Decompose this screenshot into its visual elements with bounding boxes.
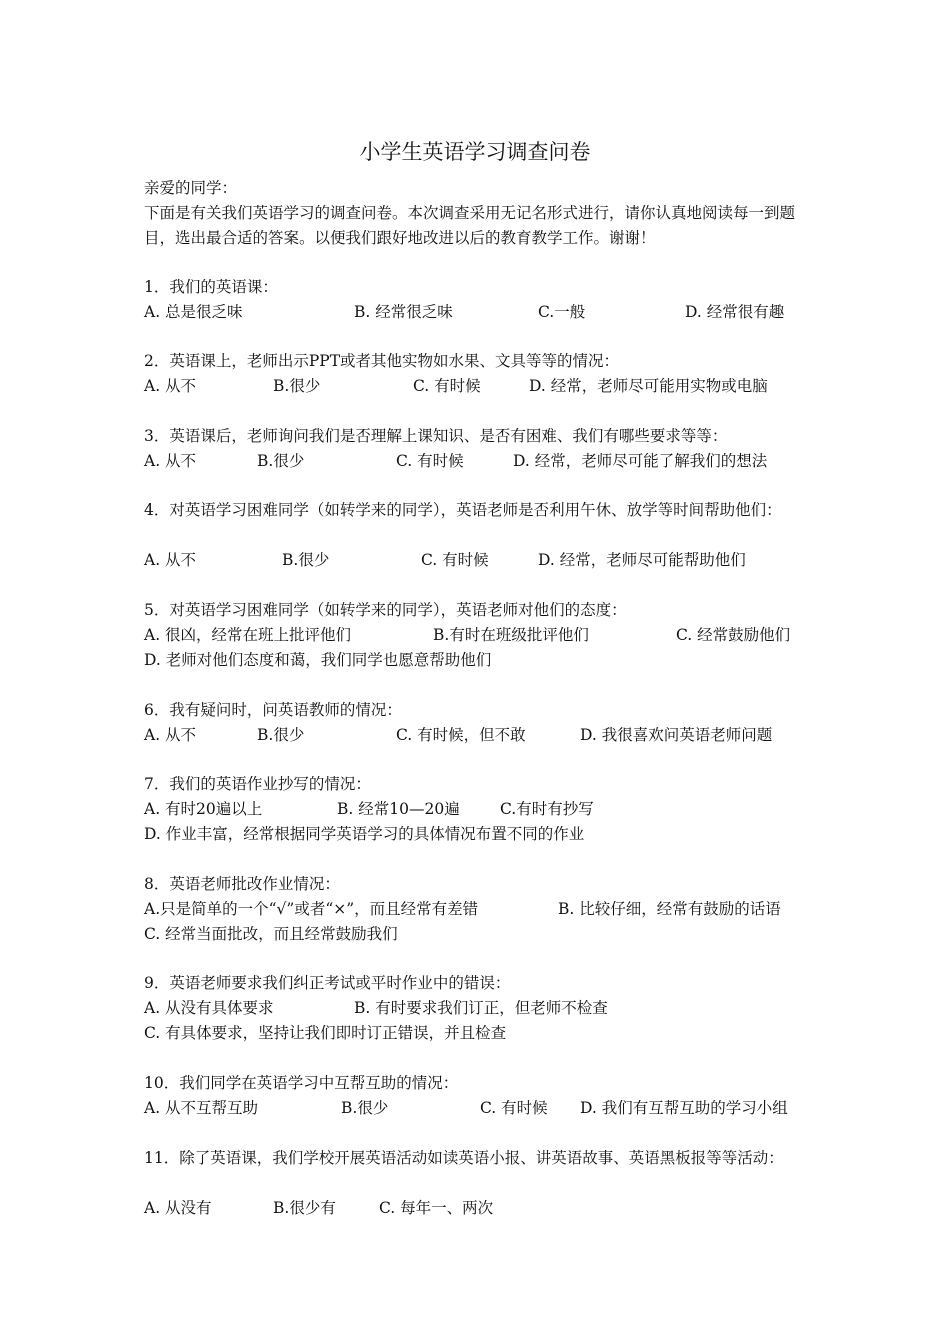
question-2-option-d: D. 经常，老师尽可能用实物或电脑 <box>529 377 768 395</box>
question-4-option-d: D. 经常，老师尽可能帮助他们 <box>538 551 746 569</box>
question-4-option-c: C. 有时候 <box>421 551 489 569</box>
question-2: 2．英语课上，老师出示PPT或者其他实物如水果、文具等等的情况： <box>144 352 620 370</box>
document-title: 小学生英语学习调查问卷 <box>359 140 591 164</box>
question-9-option-a: A. 从没有具体要求 <box>144 999 274 1017</box>
question-4-option-a: A. 从不 <box>144 551 197 569</box>
question-3-option-d: D. 经常，老师尽可能了解我们的想法 <box>513 452 768 470</box>
question-10-option-b: B.很少 <box>341 1099 389 1117</box>
question-8-option-c: C. 经常当面批改，而且经常鼓励我们 <box>144 925 398 943</box>
question-5-option-a: A. 很凶，经常在班上批评他们 <box>144 626 352 644</box>
question-6-option-d: D. 我很喜欢问英语老师问题 <box>580 726 773 744</box>
question-1-option-b: B. 经常很乏味 <box>354 303 453 321</box>
question-11-option-b: B.很少有 <box>273 1199 336 1217</box>
question-2-option-b: B.很少 <box>273 377 321 395</box>
question-8-option-b: B. 比较仔细，经常有鼓励的话语 <box>558 900 781 918</box>
question-3-option-b: B.很少 <box>257 452 305 470</box>
question-2-option-a: A. 从不 <box>144 377 197 395</box>
intro-paragraph: 下面是有关我们英语学习的调查问卷。本次调查采用无记名形式进行，请你认真地阅读每一到题目，选出最合适的答案。以便我们跟好地改进以后的教育教学工作。谢谢！ <box>144 204 796 247</box>
question-7-option-b: B. 经常10—20遍 <box>337 800 460 818</box>
question-6-option-c: C. 有时候，但不敢 <box>396 726 526 744</box>
question-4: 4．对英语学习困难同学（如转学来的同学），英语老师是否利用午休、放学等时间帮助他们： <box>144 501 782 519</box>
question-9-option-b: B. 有时要求我们订正，但老师不检查 <box>354 999 608 1017</box>
question-10-option-d: D. 我们有互帮互助的学习小组 <box>580 1099 788 1117</box>
question-5-option-b: B.有时在班级批评他们 <box>433 626 589 644</box>
question-7-option-d: D. 作业丰富，经常根据同学英语学习的具体情况布置不同的作业 <box>144 825 585 843</box>
question-7-option-c: C.有时有抄写 <box>500 800 594 818</box>
question-4-option-b: B.很少 <box>282 551 330 569</box>
question-1-option-a: A. 总是很乏味 <box>144 303 243 321</box>
question-10-option-c: C. 有时候 <box>480 1099 548 1117</box>
question-5-option-d: D. 老师对他们态度和蔼，我们同学也愿意帮助他们 <box>144 651 492 669</box>
question-5: 5．对英语学习困难同学（如转学来的同学），英语老师对他们的态度： <box>144 601 627 619</box>
question-1: 1．我们的英语课： <box>144 278 278 296</box>
greeting: 亲爱的同学： <box>144 179 238 197</box>
question-1-option-c: C.一般 <box>538 303 586 321</box>
question-8: 8．英语老师批改作业情况： <box>144 875 340 893</box>
question-10-option-a: A. 从不互帮互助 <box>144 1099 259 1117</box>
question-10: 10．我们同学在英语学习中互帮互助的情况： <box>144 1074 459 1092</box>
question-6-option-a: A. 从不 <box>144 726 197 744</box>
question-3: 3．英语课后，老师询问我们是否理解上课知识、是否有困难、我们有哪些要求等等： <box>144 427 728 445</box>
question-1-option-d: D. 经常很有趣 <box>685 303 785 321</box>
question-6: 6．我有疑问时，问英语教师的情况： <box>144 701 402 719</box>
question-8-option-a: A.只是简单的一个“√”或者“×”，而且经常有差错 <box>144 900 479 918</box>
question-5-option-c: C. 经常鼓励他们 <box>676 626 791 644</box>
question-11-option-c: C. 每年一、两次 <box>379 1199 494 1217</box>
question-3-option-a: A. 从不 <box>144 452 197 470</box>
question-6-option-b: B.很少 <box>257 726 305 744</box>
question-9-option-c: C. 有具体要求，坚持让我们即时订正错误，并且检查 <box>144 1024 507 1042</box>
question-7: 7．我们的英语作业抄写的情况： <box>144 775 371 793</box>
question-2-option-c: C. 有时候 <box>413 377 481 395</box>
question-7-option-a: A. 有时20遍以上 <box>144 800 263 818</box>
question-11: 11．除了英语课，我们学校开展英语活动如读英语小报、讲英语故事、英语黑板报等等活动： <box>144 1149 784 1167</box>
question-9: 9．英语老师要求我们纠正考试或平时作业中的错误： <box>144 974 511 992</box>
question-11-option-a: A. 从没有 <box>144 1199 212 1217</box>
question-3-option-c: C. 有时候 <box>396 452 464 470</box>
